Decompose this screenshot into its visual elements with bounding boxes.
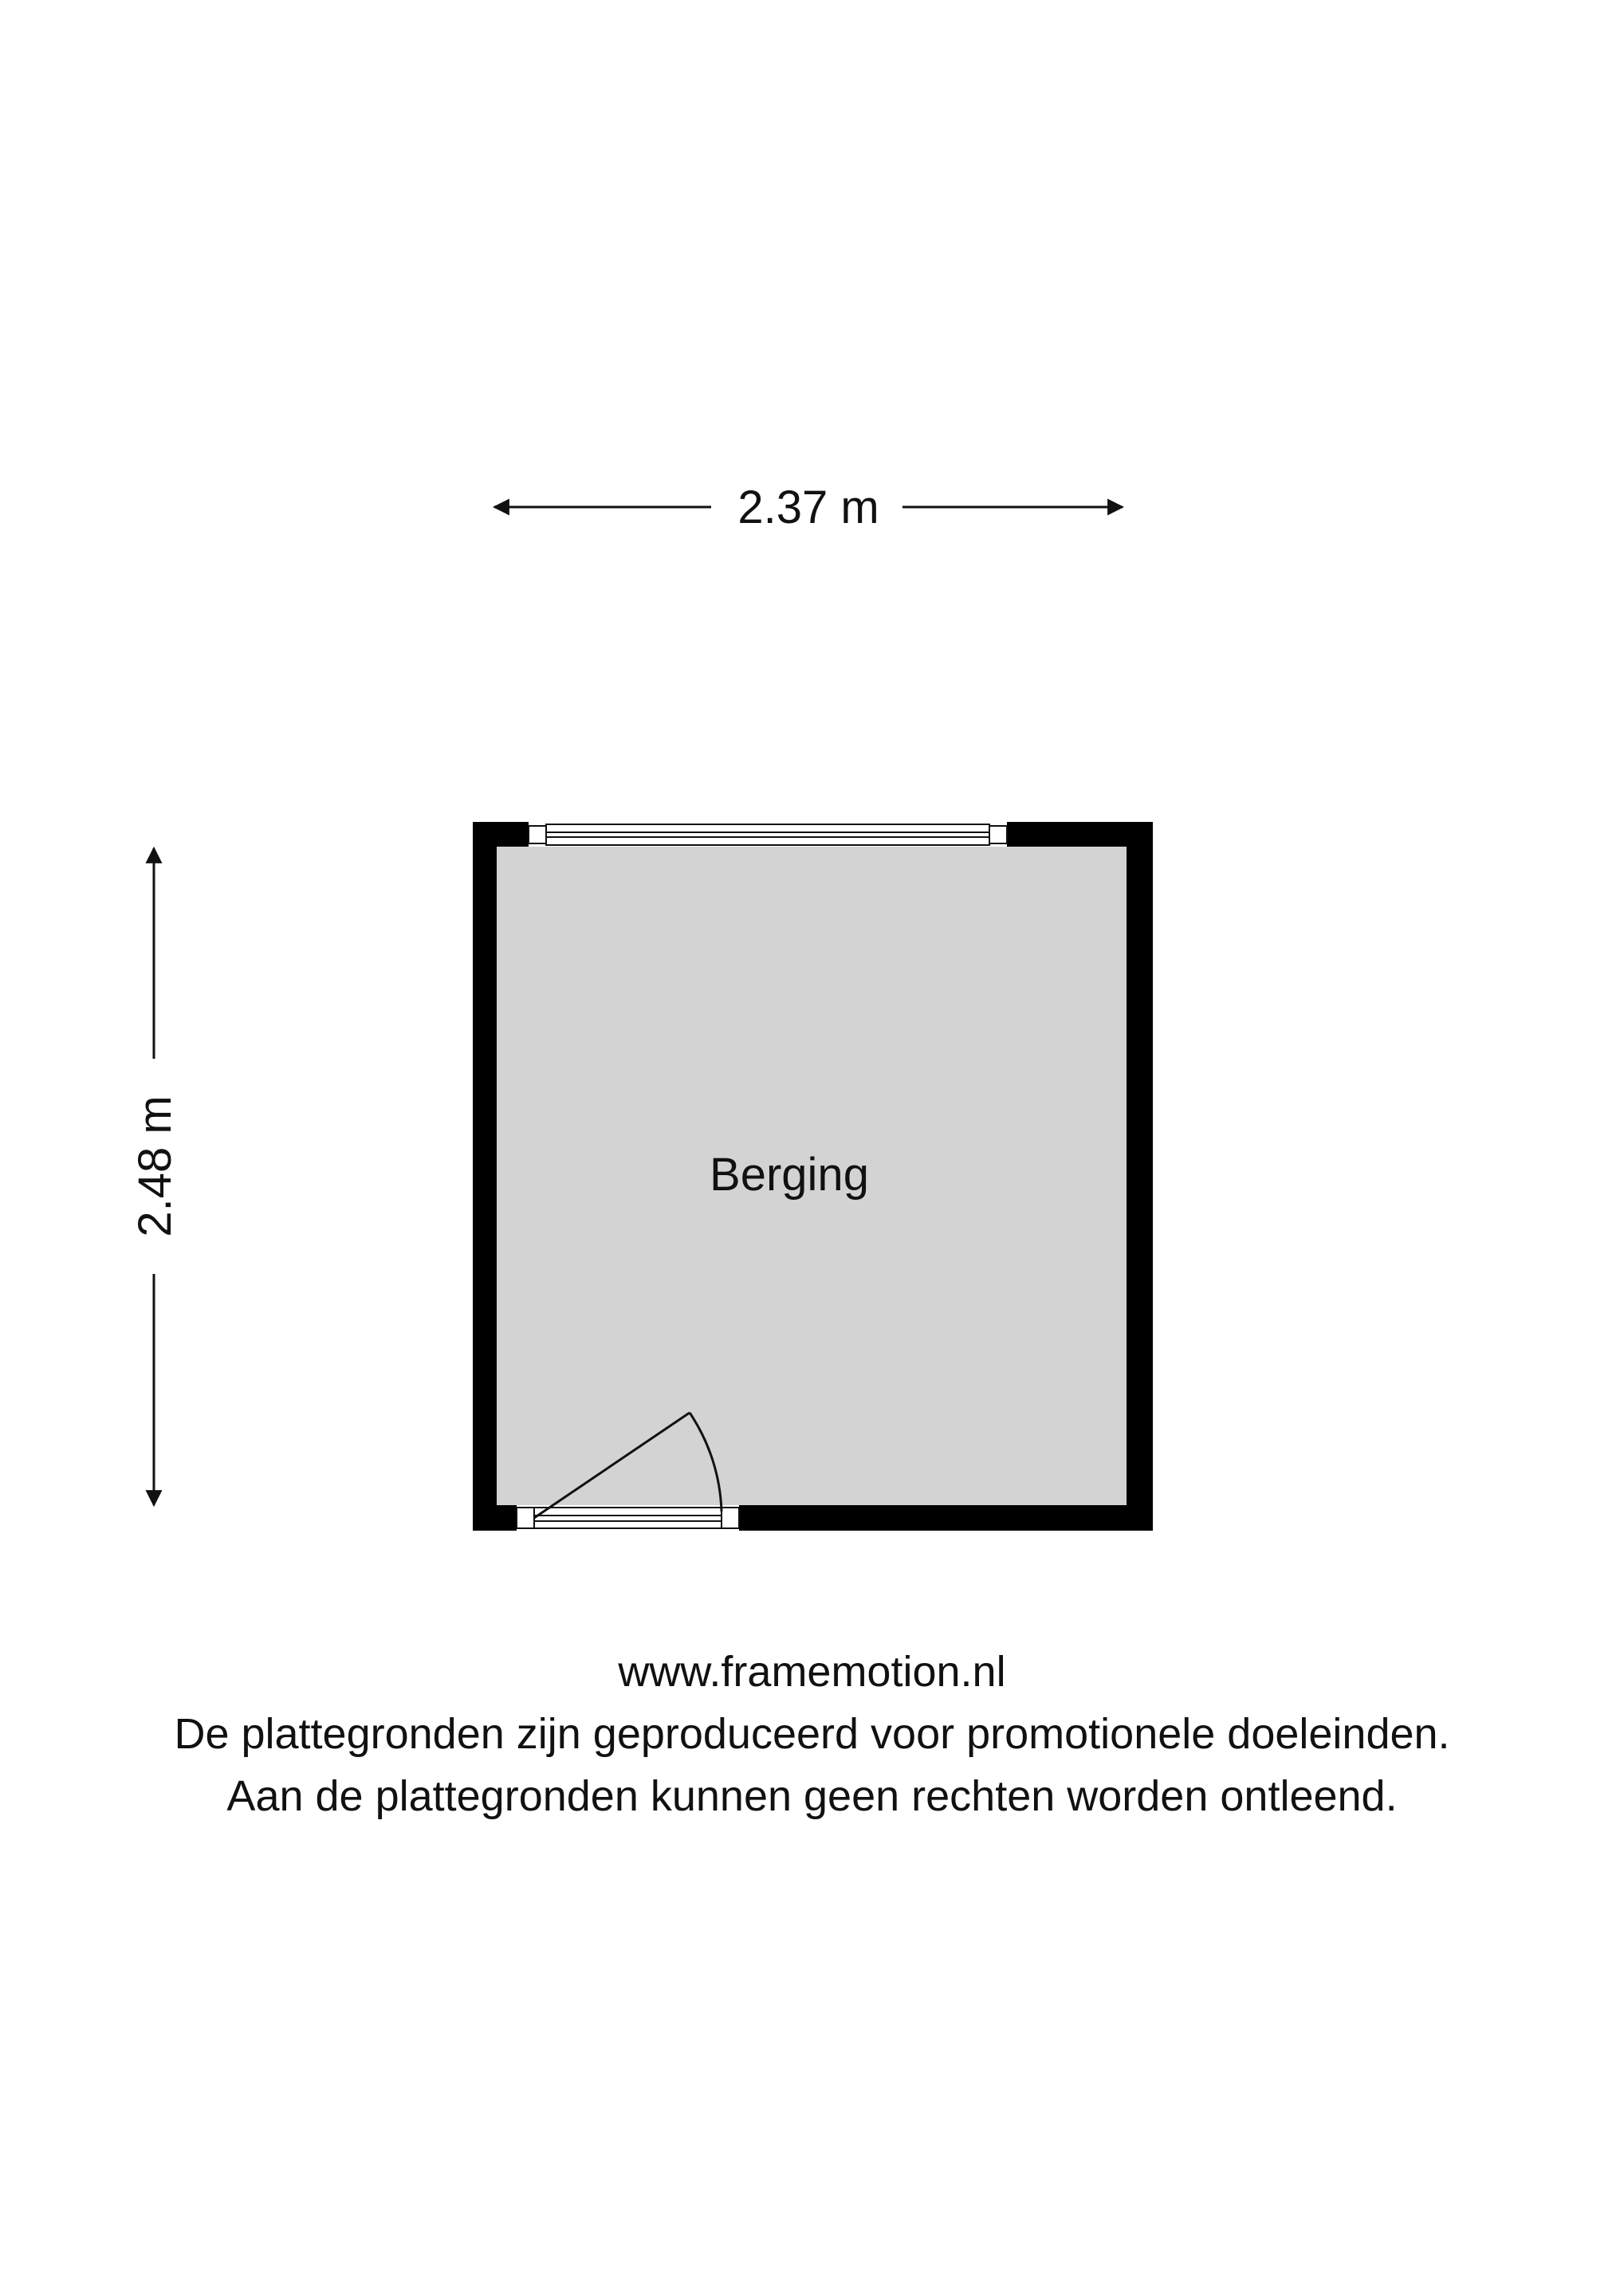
window-top xyxy=(529,824,1007,845)
window-jamb-right xyxy=(989,826,1007,843)
depth-label: 2.48 m xyxy=(129,1095,181,1237)
door-jamb-right xyxy=(722,1508,739,1528)
window-frame xyxy=(546,824,989,845)
room-label: Berging xyxy=(710,1149,869,1201)
wall-top-left xyxy=(473,822,529,847)
website-text: www.framemotion.nl xyxy=(618,1648,1006,1696)
wall-bottom-left xyxy=(473,1505,517,1531)
disclaimer-line-2: Aan de plattegronden kunnen geen rechten worden ontleend. xyxy=(226,1772,1398,1820)
wall-bottom-right xyxy=(739,1505,1153,1531)
window-jamb-left xyxy=(529,826,546,843)
width-dimension xyxy=(494,482,1123,533)
door-threshold xyxy=(534,1508,722,1528)
footer xyxy=(0,1641,1624,1827)
wall-top-right xyxy=(1007,822,1153,847)
width-label: 2.37 m xyxy=(737,482,879,533)
disclaimer-line-1: De plattegronden zijn geproduceerd voor promotionele doeleinden. xyxy=(174,1710,1450,1758)
depth-dimension xyxy=(129,848,181,1505)
wall-right xyxy=(1127,822,1153,1531)
wall-left xyxy=(473,822,497,1531)
door-jamb-left xyxy=(517,1508,534,1528)
